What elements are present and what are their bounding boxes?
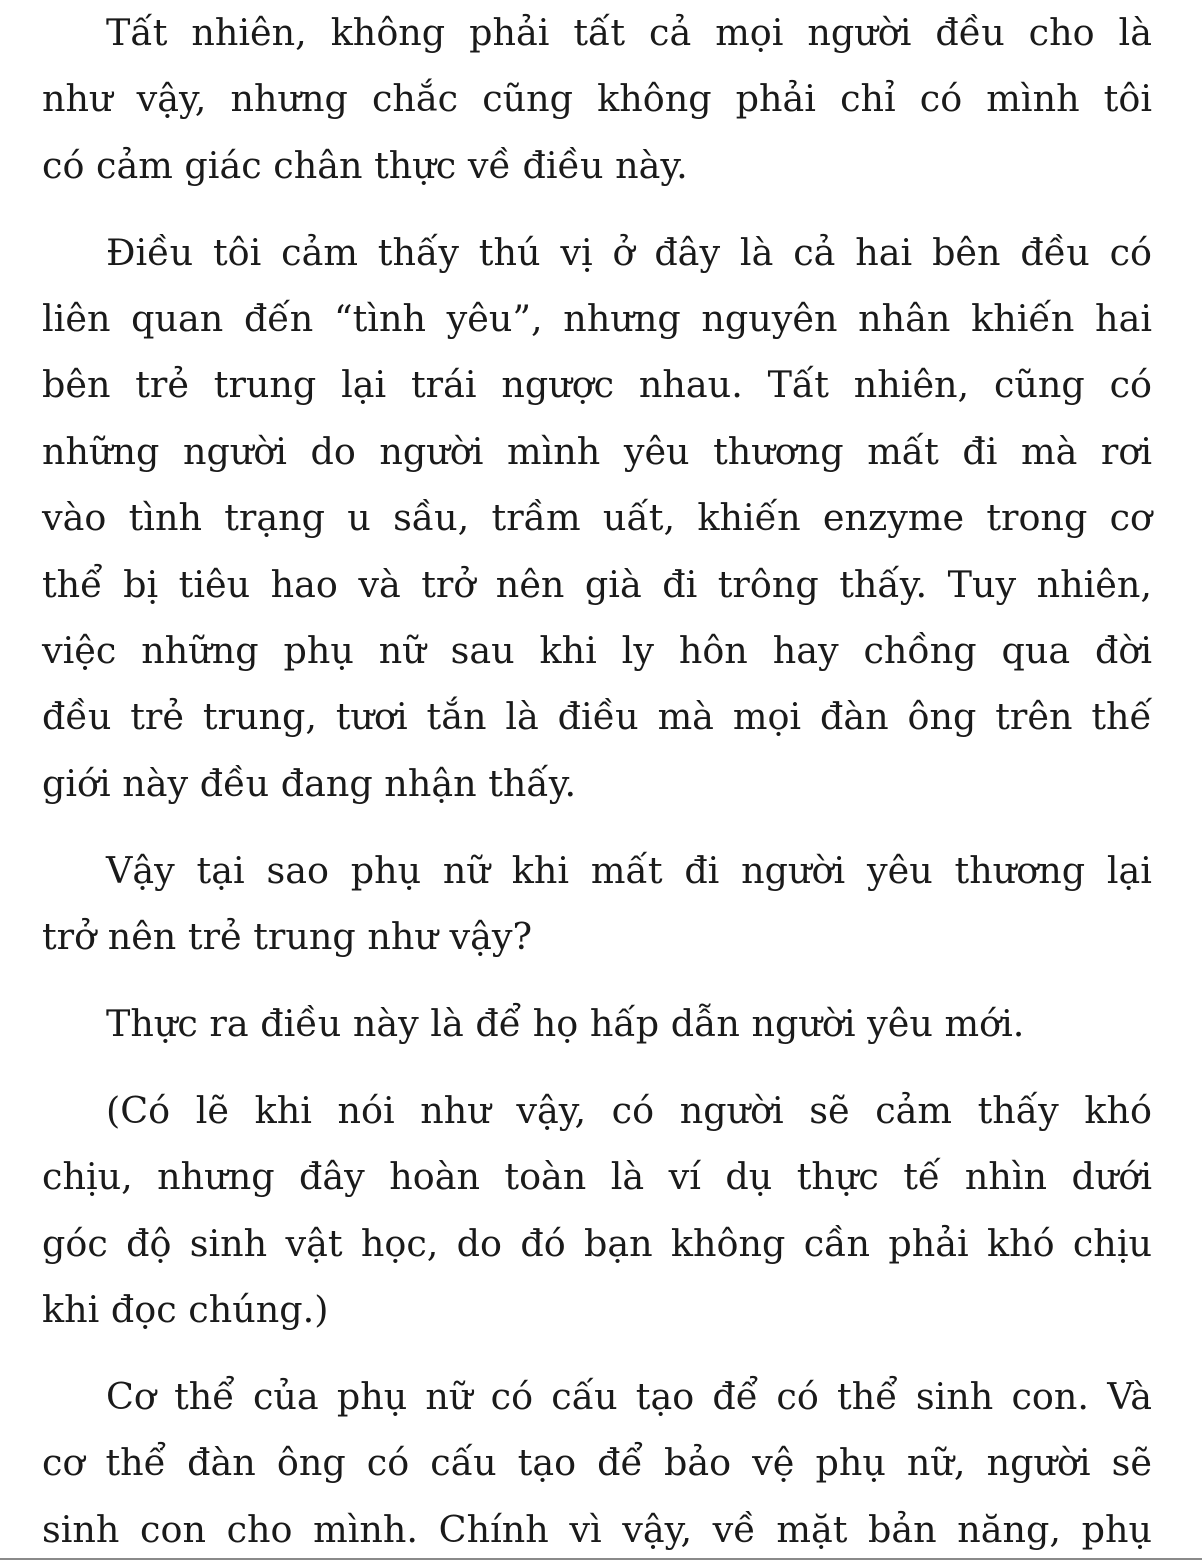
text-line: những người do người mình yêu thương mất đi mà rơi — [42, 429, 1152, 473]
paragraph-gap — [42, 970, 1152, 991]
paragraph-gap — [42, 1057, 1152, 1078]
paragraph-5 — [42, 1078, 1152, 1344]
paragraph-4 — [42, 991, 1152, 1057]
text-line: có cảm giác chân thực về điều này. — [42, 143, 688, 187]
paragraph-1 — [42, 0, 1152, 199]
text-line: bên trẻ trung lại trái ngược nhau. Tất nhiên, cũng có — [42, 363, 1152, 407]
text-line: góc độ sinh vật học, do đó bạn không cần phải khó chịu — [42, 1221, 1152, 1265]
paragraph-gap — [42, 817, 1152, 838]
text-line: thể bị tiêu hao và trở nên già đi trông thấy. Tuy nhiên, — [42, 562, 1152, 606]
text-line: trở nên trẻ trung như vậy? — [42, 915, 533, 959]
text-line: (Có lẽ khi nói như vậy, có người sẽ cảm thấy khó — [106, 1088, 1152, 1132]
text-line: Tất nhiên, không phải tất cả mọi người đều cho là — [106, 11, 1152, 54]
text-line: liên quan đến “tình yêu”, nhưng nguyên nhân khiến hai — [42, 297, 1152, 341]
paragraph-gap — [42, 199, 1152, 220]
text-line: vào tình trạng u sầu, trầm uất, khiến enzyme trong cơ — [42, 496, 1152, 540]
paragraph-6 — [42, 1364, 1152, 1560]
text-line: khi đọc chúng.) — [42, 1288, 329, 1332]
body-text — [42, 0, 1152, 1560]
paragraph-gap — [42, 1343, 1152, 1364]
text-line: Vậy tại sao phụ nữ khi mất đi người yêu thương lại — [106, 848, 1152, 892]
text-line: Cơ thể của phụ nữ có cấu tạo để có thể sinh con. Và — [106, 1374, 1152, 1418]
text-line: việc những phụ nữ sau khi ly hôn hay chồng qua đời — [42, 629, 1152, 673]
paragraph-3 — [42, 838, 1152, 971]
text-line: như vậy, nhưng chắc cũng không phải chỉ có mình tôi — [42, 77, 1152, 121]
text-line: giới này đều đang nhận thấy. — [42, 761, 577, 805]
text-line: Điều tôi cảm thấy thú vị ở đây là cả hai bên đều có — [106, 230, 1152, 274]
paragraph-2 — [42, 220, 1152, 818]
text-line: chịu, nhưng đây hoàn toàn là ví dụ thực tế nhìn dưới — [42, 1155, 1152, 1199]
text-line: Thực ra điều này là để họ hấp dẫn người yêu mới. — [106, 1001, 1025, 1045]
text-line: đều trẻ trung, tươi tắn là điều mà mọi đàn ông trên thế — [42, 695, 1152, 739]
text-line: cơ thể đàn ông có cấu tạo để bảo vệ phụ nữ, người sẽ — [42, 1441, 1153, 1485]
text-line: sinh con cho mình. Chính vì vậy, về mặt bản năng, phụ — [42, 1507, 1152, 1551]
